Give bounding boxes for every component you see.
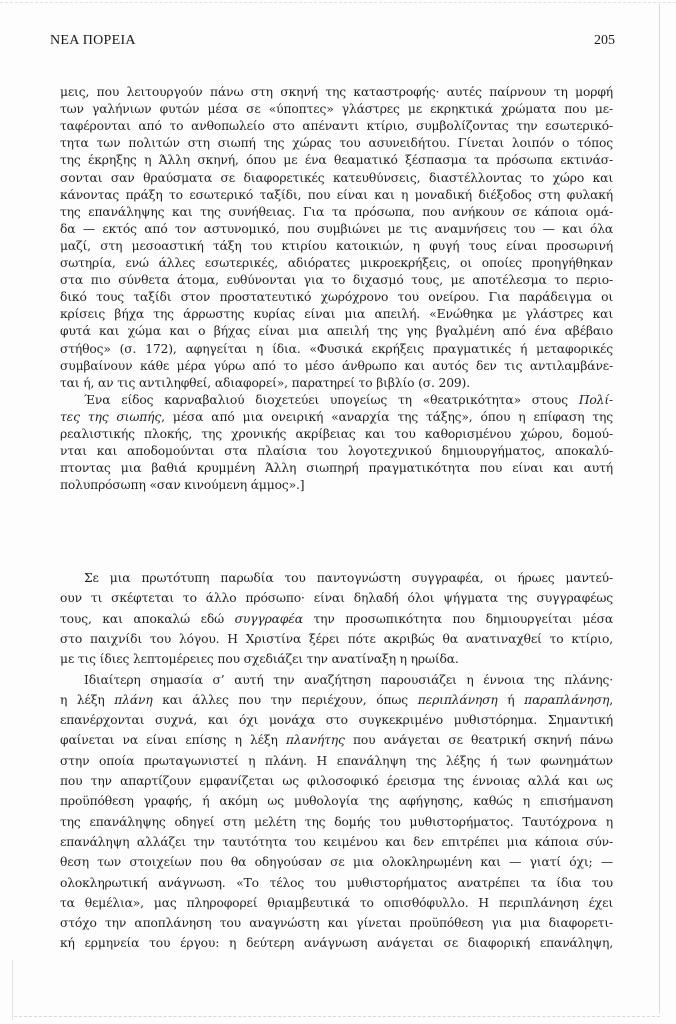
text-line — [60, 323, 613, 339]
text-line — [60, 84, 613, 100]
text-run: νται και αποδομούνται στα πλαίσια του λογοτεχνικού δημιουργήματος, αποκαλύ- — [60, 444, 613, 459]
text-run: φυτά και χώμα και ο βήχας είναι μια απειλή της γης βγαλμένη από ένα αβέβαιο — [60, 324, 613, 339]
text-line — [60, 814, 613, 830]
text-run: μαζί, στη μεσοαστική τάξη του κτιρίου κατοικιών, η φυγή τους είναι προσωρινή — [60, 238, 613, 253]
text-line — [60, 358, 613, 374]
italic-term: παραπλάνηση — [524, 692, 610, 707]
text-line — [60, 773, 613, 789]
running-head: ΝΕΑ ΠΟΡΕΙΑ — [50, 33, 136, 48]
text-run: μεις, που λειτουργούν πάνω στη σκηνή της καταστροφής· αυτές παίρνουν τη μορφή — [60, 85, 613, 99]
text-run: στόχο την αποπλάνηση του αναγνώστη και γίνεται προϋπόθεση για μια διαφορετι- — [60, 916, 613, 931]
text-run: πτοντας μια βαθιά κρυμμένη Άλλη σιωπηρή πραγματικότητα που είναι και αυτή — [60, 461, 613, 476]
italic-term: συγγραφέα — [234, 611, 303, 626]
text-line — [60, 118, 613, 134]
text-line — [60, 834, 613, 850]
text-run: φαίνεται να είναι επίσης η λέξη — [60, 733, 286, 748]
text-line — [84, 392, 613, 408]
text-run: σονται σαν θραύσματα σε διαφορετικές κατευθύνσεις, διαστέλλοντας το χώρο και — [60, 170, 613, 185]
text-run: και άλλες που την περιέχουν, όπως — [152, 692, 418, 707]
text-line — [60, 712, 613, 728]
text-run: τους, και αποκαλώ εδώ — [60, 611, 235, 626]
text-line — [60, 306, 613, 322]
italic-term: πλανήτης — [285, 733, 345, 748]
text-run: τητα των πολιτών στη σιωπή της χώρας του ασυνειδήτου. Γίνεται λοιπόν ο τόπος — [60, 136, 613, 151]
text-run: τα θεμέλια», μας πληροφορεί θριαμβευτικά το οπισθόφυλλο. Η περιπλάνηση έχει — [60, 895, 613, 910]
text-run: ταφέρονται από το ανθοπωλείο στο απέναντι κτίριο, συμβολίζοντας την εσωτερικό- — [60, 119, 613, 134]
page-number: 205 — [594, 33, 615, 48]
italic-term: τες της σιωπής — [60, 409, 162, 424]
text-line — [60, 875, 613, 891]
text-line — [60, 170, 613, 186]
text-run: που την απαρτίζουν εμφανίζεται ως φιλοσοφικό έρεισμα της έννοιας αλλά και ως — [60, 774, 613, 788]
text-run: , μέσα από μια ονειρική «αναρχία της τάξης», όπου η επίφαση της — [161, 409, 613, 424]
text-line — [60, 221, 613, 237]
text-run: δικό τους ταξίδι στον προστατευτικό χωρόχρονο του ονείρου. Για παράδειγμα οι — [60, 290, 613, 305]
text-line — [60, 477, 613, 493]
text-run: στήθος» (σ. 172), αφηγείται η ίδια. «Φυσικά εκρήξεις πραγματικές ή μεταφορικές — [60, 341, 613, 356]
text-run: επανάληψη αλλάζει την ταυτότητα του κειμένου και δεν επιτρέπει μια κάποια σύν- — [60, 834, 613, 849]
text-line — [60, 692, 613, 708]
text-run: επανέρχονται συχνά, και όχι μονάχα στο συγκεκριμένο μυθιστόρημα. Σημαντική — [60, 713, 613, 728]
text-line — [60, 732, 613, 748]
text-run: πολυπρόσωπη «σαν κινούμενη άμμος».] — [60, 478, 305, 493]
text-line — [60, 375, 613, 391]
text-run: κή ερμηνεία του έργου: η δεύτερη ανάγνωση ανάγεται σε διαφορική επανάληψη, — [60, 936, 613, 951]
text-run: , — [609, 692, 613, 707]
text-line — [60, 753, 613, 769]
scan-edge-bottom — [14, 1016, 660, 1018]
text-line — [60, 409, 613, 425]
text-line — [60, 651, 613, 667]
text-run: κάνοντας πράξη το εσωτερικό ταξίδι, που είναι και η μοναδική διέξοδος στη φυλακή — [60, 187, 613, 202]
text-run: η λέξη — [60, 692, 115, 707]
text-run: στα πιο σύνθετα άτομα, ευθύνονται για το διχασμό τους, με αποτέλεσμα το περιο- — [60, 273, 613, 288]
text-run: της επανάληψης οδηγεί στη μελέτη της δομής του μυθιστορήματος. Ταυτόχρονα η — [60, 814, 613, 829]
text-run: την προσωπικότητα που δημιουργείται μέσα — [302, 611, 613, 626]
text-run: ται ή, αν τις αντιληφθεί, αδιαφορεί», παρατηρεί το βιβλίο (σ. 209). — [60, 375, 470, 390]
text-line — [60, 915, 613, 931]
text-line — [60, 895, 613, 911]
text-run: κρίσεις βήχα της άρρωστης κυρίας είναι μια απειλή. «Ενώθηκα με γλάστρες και — [60, 307, 613, 322]
scan-edge-right — [659, 4, 660, 1014]
text-run: με τις ίδιες λεπτομέρειες που σχεδιάζει την ανατίναξη η ηρωίδα. — [60, 652, 459, 667]
text-run: δα — εκτός από τον αστυνομικό, που συμβιώνει με τις αναμνήσεις του — και όλα — [60, 221, 613, 236]
text-line — [60, 443, 613, 459]
text-line — [60, 272, 613, 288]
text-line — [84, 570, 613, 586]
text-line — [60, 460, 613, 476]
text-run: ολοκληρωτική ανάγνωση. «Το τέλος του μυθιστορήματος ανατρέπει τα ίδια του — [60, 875, 613, 890]
text-run: συμβαίνουν κάθε μέρα γύρω από το μέσο άνθρωπο και αυτός δεν τις αντιλαμβάνε- — [60, 358, 613, 373]
text-run: προϋπόθεση γραφής, ή ακόμη ως μυθολογία της αφήγησης, καθώς η επισήμανση — [60, 794, 613, 809]
text-line — [60, 611, 613, 627]
text-line — [60, 793, 613, 809]
text-run: ουν τι σκέφτεται το άλλο πρόσωπο· είναι δηλαδή όλοι ψήγματα της συγγραφέως — [60, 591, 613, 606]
text-line — [60, 935, 613, 951]
text-run: ρεαλιστικής πλοκής, της χρονικής ακρίβειας και του καθορισμένου χώρου, δομού- — [60, 427, 613, 441]
text-line — [60, 289, 613, 305]
text-line — [84, 672, 613, 688]
text-line — [60, 590, 613, 606]
italic-term: περιπλάνηση — [417, 692, 498, 707]
italic-term: πλάνη — [114, 692, 153, 707]
scan-edge-left — [12, 960, 13, 1020]
text-run: Ένα είδος καρναβαλιού διοχετεύει υπογείως τη «θεατρικότητα» στους — [84, 392, 579, 407]
text-run: Ιδιαίτερη σημασία σ’ αυτή την αναζήτηση παρουσιάζει η έννοια της πλάνης· — [84, 672, 613, 687]
text-line — [60, 152, 613, 168]
text-run: στο παιχνίδι του λόγου. Η Χριστίνα ξέρει πότε ακριβώς θα ανατιναχθεί το κτίριο, — [60, 631, 613, 646]
text-run: σωτηρία, ενώ άλλες εσωτερικές, αδιόρατες μικροεκρήξεις, οι οποίες προηγήθηκαν — [60, 256, 613, 270]
scan-edge-top — [0, 2, 676, 4]
text-line — [60, 854, 613, 870]
text-run: της έκρηξης η Άλλη σκηνή, όπου με ένα θεαματικό ξέσπασμα τα πρόσωπα εκτινάσ- — [60, 153, 613, 168]
text-line — [60, 204, 613, 220]
text-run: στην οποία πρωταγωνιστεί η πλάνη. Η επανάληψη της λέξης ή των φωνημάτων — [60, 753, 613, 768]
text-run: των γαλήνιων φυτών μέσα σε «ύποπτες» γλάστρες με εκρηκτικά χρώματα που με- — [60, 102, 613, 117]
text-run: που ανάγεται σε θεατρική σκηνή πάνω — [344, 733, 613, 748]
text-line — [60, 631, 613, 647]
text-line — [60, 341, 613, 357]
italic-term: Πολί- — [578, 392, 613, 407]
text-line — [60, 426, 613, 442]
text-line — [60, 255, 613, 271]
text-line — [60, 135, 613, 151]
text-run: ή — [497, 692, 525, 707]
text-line — [60, 238, 613, 254]
text-run: της επανάληψης και της συνήθειας. Για τα πρόσωπα, που ανήκουν σε κάποια ομά- — [60, 204, 613, 219]
text-line — [60, 101, 613, 117]
text-run: Σε μια πρωτότυπη παρωδία του παντογνώστη συγγραφέα, οι ήρωες μαντεύ- — [84, 571, 613, 585]
text-line — [60, 187, 613, 203]
text-run: θεση των στοιχείων που θα οδηγούσαν σε μια ολοκληρωμένη και — γιατί όχι; — — [60, 855, 613, 870]
